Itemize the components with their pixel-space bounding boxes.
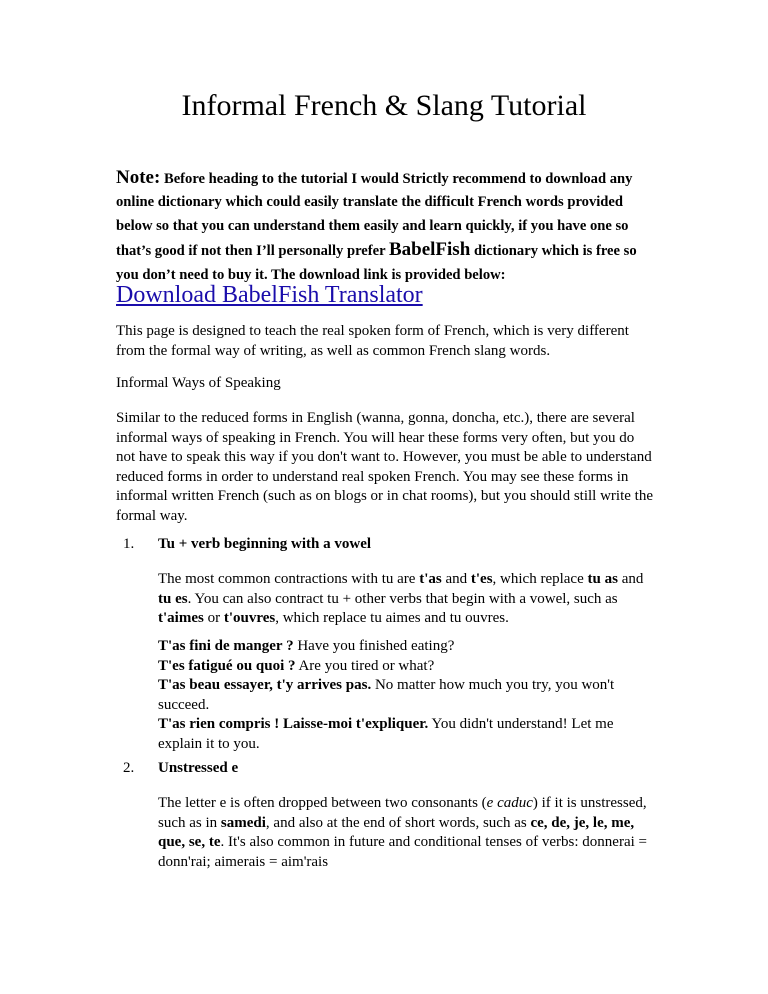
text: and [445, 571, 468, 587]
list-item-title-1: Tu + verb beginning with a vowel [158, 536, 372, 552]
reduced-forms-paragraph: Similar to the reduced forms in English (wanna, gonna, doncha, etc.), there are several informal ways of speaking in French. You will hear these forms very often, but you do not have to speak this way if you don't want to. However, you must be able to understand reduced forms in order to understand real spoken French. You may see these forms in informal written French (such as on blogs or in chat rooms), but you should still write the formal way. [116, 410, 653, 524]
item-2-paragraph [158, 794, 658, 872]
text: The letter e is often dropped between two consonants ( [158, 795, 487, 811]
text: ) if it is unstressed, such as in [158, 795, 647, 831]
example-english: No matter how much you try, you won't succeed. [158, 677, 615, 713]
example-french: T'as fini de manger ? [158, 638, 294, 654]
term: t'aimes [158, 610, 204, 626]
list-number-2: 2. [123, 760, 135, 776]
item-1-examples [158, 637, 658, 754]
text: or [207, 610, 221, 626]
text: . You can also contract tu + other verbs that begin with a vowel, such as [187, 590, 618, 607]
list-item-title-2: Unstressed e [158, 760, 239, 776]
page-title: Informal French & Slang Tutorial [181, 89, 587, 122]
term: tu as [587, 571, 618, 587]
note-text-1: Before heading to the tutorial I would Strictly recommend to download any online dictionary which could easily translate the difficult French words provided below so that you can understand them easily and learn quickly, if you have one so that’s good if not then I’ll personally prefer [116, 171, 633, 260]
text: , which replace [492, 571, 584, 587]
term: ce, de, je, le, me, que, se, te [158, 814, 635, 850]
example-line [158, 657, 658, 677]
term: tu es [158, 590, 188, 607]
example-french: T'es fatigué ou quoi ? [158, 657, 296, 674]
term: samedi [220, 814, 266, 831]
text: The most common contractions with tu are [158, 571, 416, 587]
example-english: Are you tired or what? [298, 657, 435, 674]
example-line [158, 676, 658, 715]
download-babelfish-link[interactable]: Download BabelFish Translator [116, 282, 423, 308]
intro-paragraph: This page is designed to teach the real spoken form of French, which is very different from the formal way of writing, as well as common French slang words. [116, 323, 629, 359]
example-french: T'as beau essayer, t'y arrives pas. [158, 677, 372, 693]
example-french: T'as rien compris ! Laisse-moi t'expliquer. [158, 716, 429, 732]
example-english: Have you finished eating? [297, 638, 455, 654]
item-1-paragraph [158, 570, 658, 629]
example-line [158, 637, 658, 657]
text: . It's also common in future and conditional tenses of verbs: donnerai = donn'rai; aimerais = aim'rais [158, 834, 647, 870]
example-line [158, 715, 658, 754]
note-text-2: dictionary which is free so you don’t need to buy it. The download link is provided below: [116, 243, 637, 283]
term-italic: e caduc [486, 795, 533, 811]
text: , which replace tu aimes and tu ouvres. [275, 610, 509, 626]
term: t'es [470, 571, 493, 587]
list-number-1: 1. [123, 536, 135, 552]
term: t'ouvres [223, 610, 276, 626]
text: , and also at the end of short words, such as [265, 814, 527, 831]
section-heading: Informal Ways of Speaking [116, 375, 281, 391]
term: t'as [419, 571, 442, 587]
note-brand: BabelFish [388, 239, 471, 261]
example-english: You didn't understand! Let me explain it to you. [158, 716, 614, 752]
note-paragraph [116, 166, 652, 287]
note-lead: Note: [116, 167, 161, 188]
text: and [621, 571, 644, 587]
